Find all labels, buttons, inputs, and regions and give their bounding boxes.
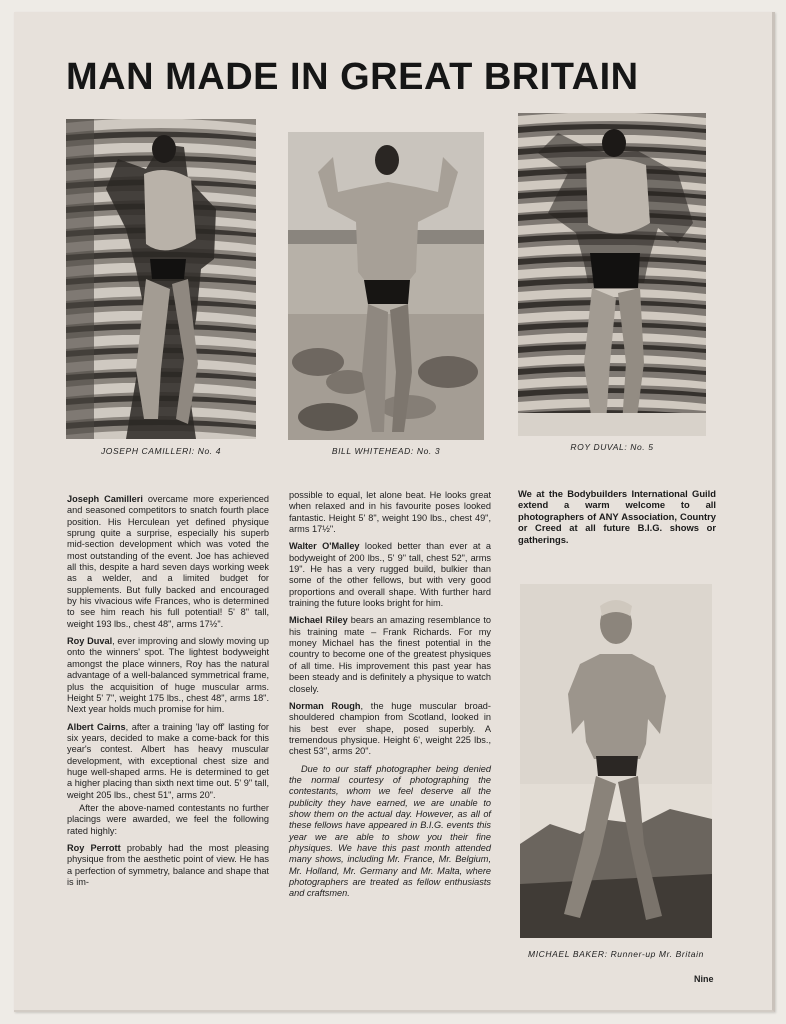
paragraph-camilleri: Joseph Camilleri overcame more experienced and seasoned competitors to snatch fourth place position. His Herculean yet defined physique sprung quite a surprise, especially his superb mid-section development which was voted the most outstanding of the event. Joe has achieved all this, despite a hard seven days working week as a welder, and a limited budget for supplements. But fully backed and encouraged by his vivacious wife Frances, who is determined to see him reach his full potential! 5' 8" tall, weight 193 lbs., chest 48", arms 17½".: [67, 494, 269, 629]
article-column-2: [289, 490, 491, 906]
caption-joseph-camilleri: JOSEPH CAMILLERI: No. 4: [100, 446, 222, 456]
paragraph-perrott: Roy Perrott probably had the most pleasing physique from the aesthetic point of view. He has a perfection of symmetry, balance and shape that is im-: [67, 842, 269, 887]
article-column-1: [67, 494, 269, 894]
paragraph-riley: Michael Riley bears an amazing resemblance to his training mate – Frank Richards. For my money Michael has the finest potential in the country to become one of the greatest physiques of all time. His improvement this past year has been steady and is definitely a physique to watch closely.: [289, 615, 491, 694]
photo-bill-whitehead: [288, 132, 484, 440]
caption-michael-baker: MICHAEL BAKER: Runner-up Mr. Britain: [528, 949, 704, 959]
page-number: Nine: [694, 974, 714, 984]
photo-joseph-camilleri: [66, 119, 256, 439]
paragraph-perrott-cont: possible to equal, let alone beat. He looks great when relaxed and in his favourite poses looked fantastic. Height 5' 8", weight 190 lbs., chest 49", arms 17½".: [289, 490, 491, 535]
magazine-page: [14, 12, 775, 1012]
paragraph-omalley: Walter O'Malley looked better than ever at a bodyweight of 200 lbs., 5' 9" tall, chest 52", arms 19". He has a very rugged build, bulkier than some of the other fellows, but with very good proportions and overall shape. With further hard training the future looks bright for him.: [289, 541, 491, 609]
paragraph-cairns: Albert Cairns, after a training 'lay off' lasting for six years, decided to make a come-back for this year's contest. Albert has heavy muscular development, with exceptional chest size and huge well-shaped arms. He is determined to get a higher placing than sixth next time out. 5' 9" tall, weight 205 lbs., chest 51", arms 20".: [67, 721, 269, 800]
paragraph-placings: After the above-named contestants no further placings were awarded, we feel the following rated highly:: [67, 802, 269, 836]
big-welcome-notice: We at the Bodybuilders International Guild extend a warm welcome to all photographers of ANY Association, Country or Creed at all future B.I.G. shows or gatherings.: [518, 488, 716, 545]
caption-roy-duval: ROY DUVAL: No. 5: [570, 442, 654, 452]
photo-roy-duval: [518, 113, 706, 436]
paragraph-rough: Norman Rough, the huge muscular broad-shouldered champion from Scotland, looked in his best ever shape, posed superbly. A tremendous physique. Height 6', weight 225 lbs., chest 53", arms 20".: [289, 700, 491, 757]
photo-michael-baker: [520, 584, 712, 938]
paragraph-photographer-note: Due to our staff photographer being denied the normal courtesy of photographing the contestants, whom we feel deserve all the publicity they have earned, we are unable to show them on the actual day. However, as all of these fellows have appeared in B.I.G. events this year we are able to show you their fine physiques. We have this past month attended many shows, including Mr. France, Mr. Belgium, Mr. Holland, Mr. Germany and Mr. Malta, where photographers are treated as fellow enthusiasts and craftsmen.: [289, 763, 491, 899]
caption-bill-whitehead: BILL WHITEHEAD: No. 3: [331, 446, 441, 456]
page-title: MAN MADE IN GREAT BRITAIN: [66, 56, 639, 98]
paragraph-duval: Roy Duval, ever improving and slowly moving up onto the winners' spot. The lightest bodyweight amongst the place winners, Roy has the natural advantage of a well-balanced symmetrical frame, plus the acquisition of huge muscular arms. Height 5' 7", weight 175 lbs., chest 48", arms 18". Next year holds much promise for him.: [67, 636, 269, 715]
